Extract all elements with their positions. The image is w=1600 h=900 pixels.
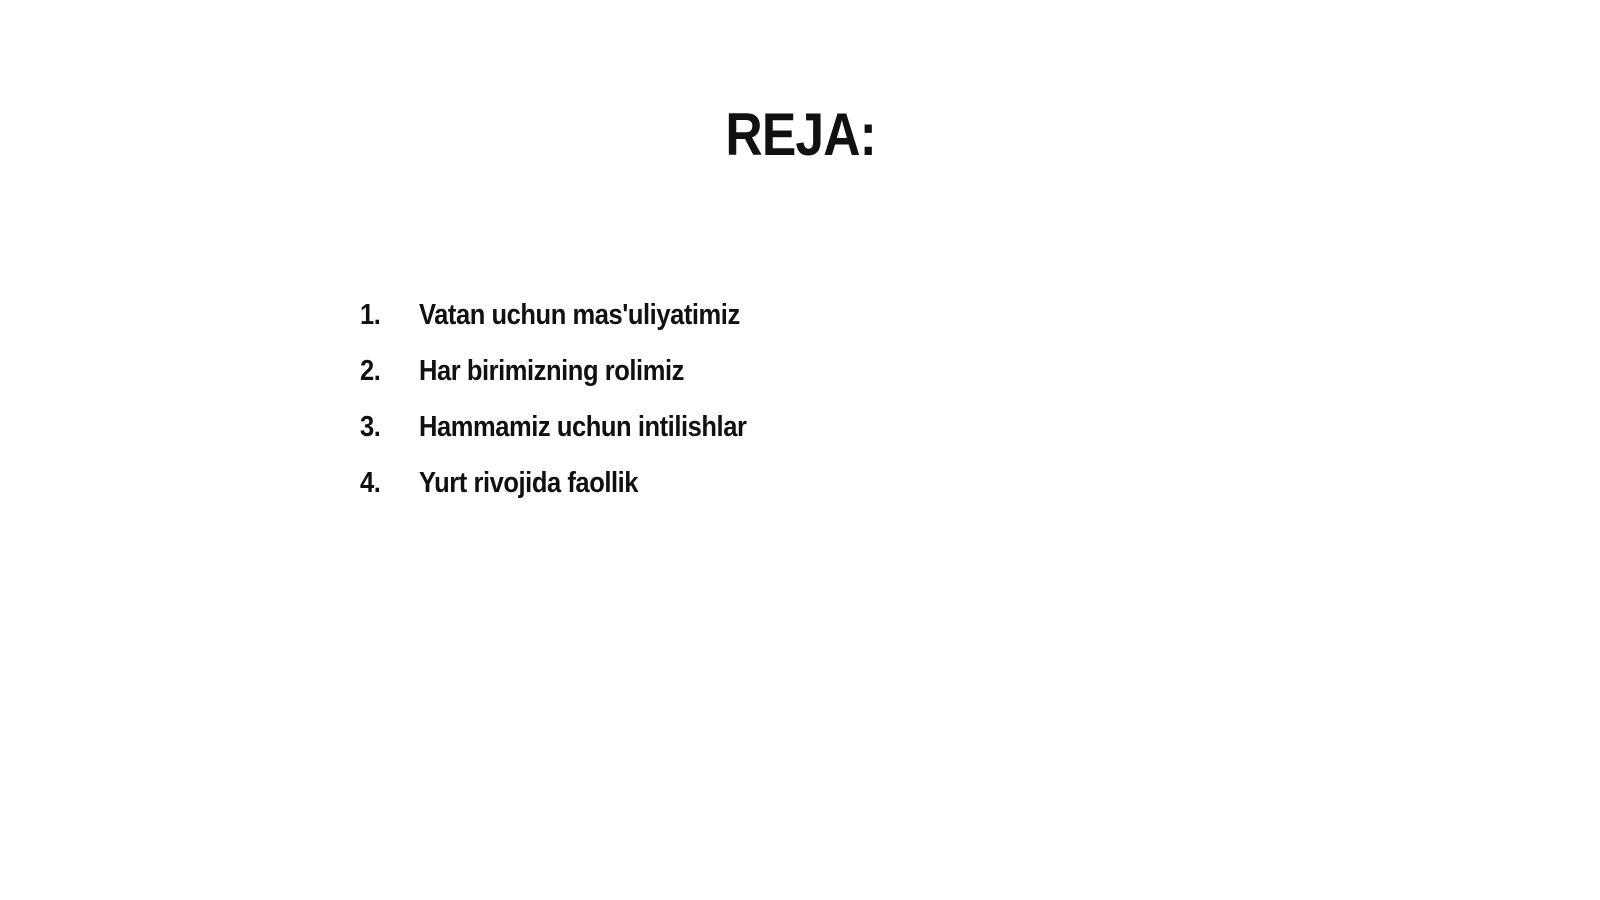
list-item-text: Hammamiz uchun intilishlar: [418, 410, 747, 443]
list-item-number: 2.: [360, 354, 381, 387]
list-item-number: 1.: [360, 298, 381, 331]
list-item-text: Har birimizning rolimiz: [418, 354, 684, 387]
slide-title: REJA:: [725, 101, 876, 168]
list-item: [360, 343, 746, 399]
plan-list: [360, 287, 799, 511]
list-item: [360, 287, 746, 343]
list-item-text: Yurt rivojida faollik: [418, 466, 639, 499]
list-item-number: 3.: [360, 410, 381, 443]
list-item-text: Vatan uchun mas'uliyatimiz: [418, 298, 740, 331]
list-item-number: 4.: [360, 466, 381, 499]
list-item: [360, 455, 746, 511]
list-item: [360, 399, 746, 455]
